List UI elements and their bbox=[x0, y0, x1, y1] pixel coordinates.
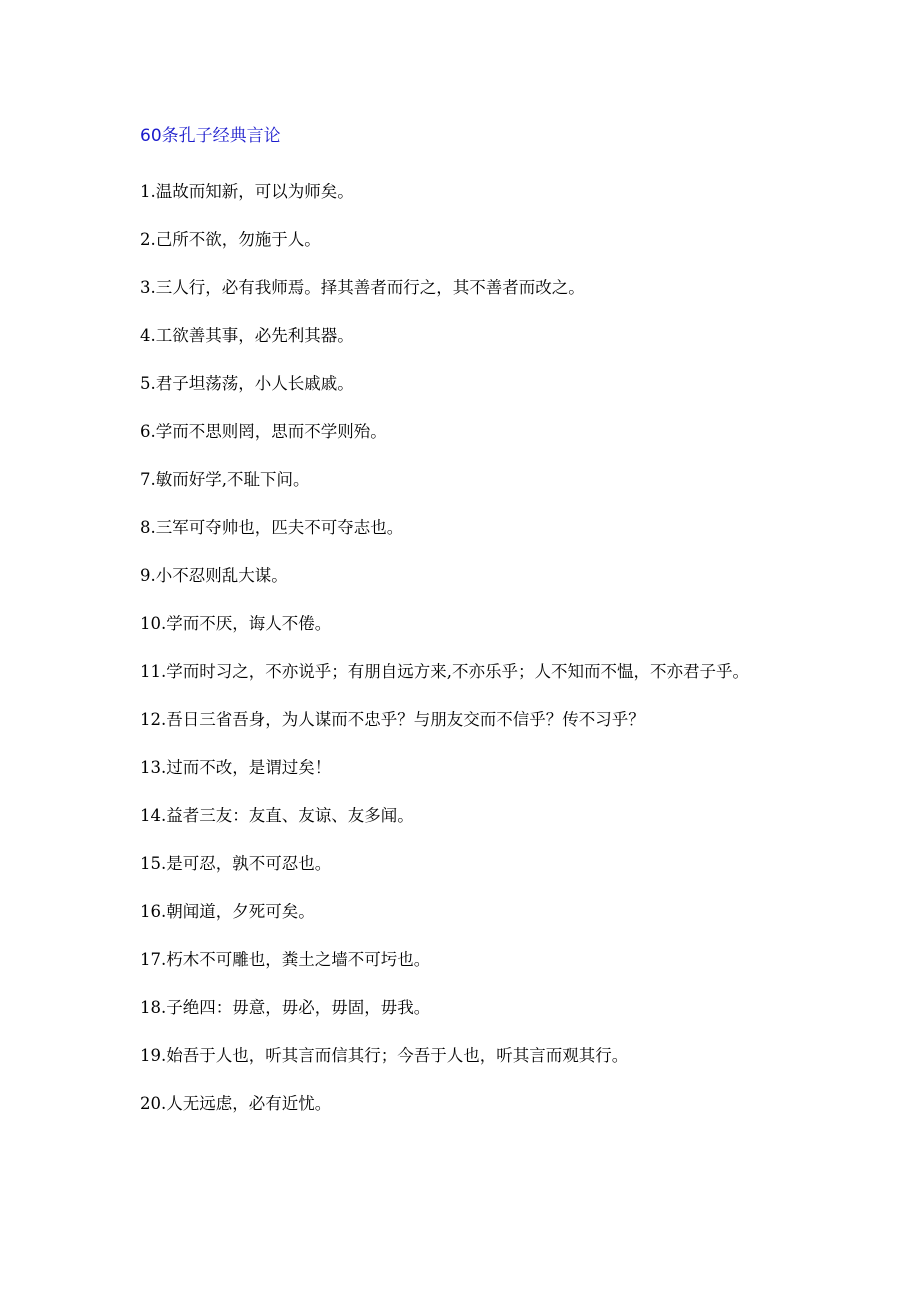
quote-item: 5.君子坦荡荡，小人长戚戚。 bbox=[140, 374, 354, 393]
quote-item: 18.子绝四：毋意，毋必，毋固，毋我。 bbox=[140, 998, 431, 1017]
document-page bbox=[140, 120, 790, 1128]
quote-item: 7.敏而好学,不耻下问。 bbox=[140, 470, 310, 489]
quote-item: 13.过而不改，是谓过矣！ bbox=[140, 758, 332, 777]
quote-item: 1.温故而知新，可以为师矣。 bbox=[140, 182, 354, 201]
quote-item: 8.三军可夺帅也，匹夫不可夺志也。 bbox=[140, 518, 404, 537]
quote-item: 20.人无远虑，必有近忧。 bbox=[140, 1094, 332, 1113]
quote-item: 12.吾日三省吾身，为人谋而不忠乎？与朋友交而不信乎？传不习乎？ bbox=[140, 710, 645, 729]
quote-item: 14.益者三友：友直、友谅、友多闻。 bbox=[140, 806, 414, 825]
quote-item: 6.学而不思则罔，思而不学则殆。 bbox=[140, 422, 387, 441]
quote-item: 19.始吾于人也，听其言而信其行；今吾于人也，听其言而观其行。 bbox=[140, 1046, 629, 1065]
quote-item: 16.朝闻道，夕死可矣。 bbox=[140, 902, 315, 921]
quote-item: 2.己所不欲，勿施于人。 bbox=[140, 230, 321, 249]
quote-item: 15.是可忍，孰不可忍也。 bbox=[140, 854, 332, 873]
quote-item: 9.小不忍则乱大谋。 bbox=[140, 566, 288, 585]
quote-item: 10.学而不厌，诲人不倦。 bbox=[140, 614, 332, 633]
quote-item: 4.工欲善其事，必先利其器。 bbox=[140, 326, 354, 345]
quote-list bbox=[140, 168, 790, 1128]
quote-item: 17.朽木不可雕也，粪土之墙不可圬也。 bbox=[140, 950, 431, 969]
document-title: 60条孔子经典言论 bbox=[140, 126, 281, 146]
quote-item: 3.三人行，必有我师焉。择其善者而行之，其不善者而改之。 bbox=[140, 278, 585, 297]
quote-item: 11.学而时习之，不亦说乎；有朋自远方来,不亦乐乎；人不知而不愠，不亦君子乎。 bbox=[140, 662, 749, 681]
